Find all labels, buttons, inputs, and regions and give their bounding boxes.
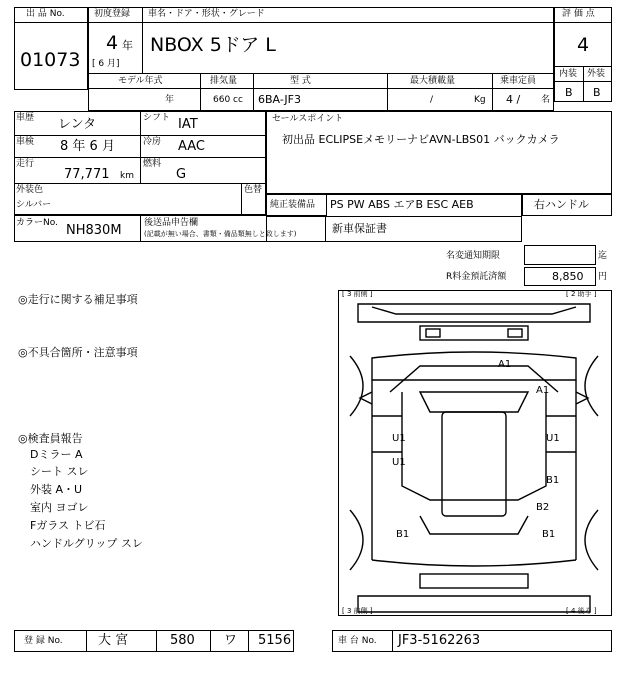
score-value: 4: [577, 34, 590, 56]
year-unit: 年: [122, 39, 133, 52]
quadrant-label: [ 3 前側 ]: [342, 607, 373, 615]
capacity-unit: 名: [541, 95, 551, 105]
mileage-notice-label: 名変通知期限: [446, 251, 501, 261]
damage-mark: B2: [536, 502, 550, 513]
fuel-value: G: [176, 167, 187, 182]
shift-label: シフト: [143, 113, 171, 123]
reg-kana: ワ: [224, 633, 238, 648]
sales-label: セールスポイント: [272, 114, 344, 124]
inspector-item: Fガラス トビ石: [30, 519, 106, 532]
damage-mark: U1: [392, 457, 406, 468]
capacity-label: 乗車定員: [500, 76, 537, 86]
reg-month: [ 6 月]: [92, 59, 120, 69]
model-year-value: 年: [165, 95, 175, 105]
steering-value: 右ハンドル: [534, 198, 589, 211]
model-value: 6BA-JF3: [258, 93, 301, 106]
equipment-label: 純正装備品: [270, 200, 316, 210]
score-label: 評 価 点: [562, 9, 595, 19]
chassis-label: 車 台 No.: [338, 636, 377, 646]
recycle-value: 8,850: [552, 270, 584, 283]
shift-value: IAT: [178, 117, 198, 132]
exterior-grade: B: [593, 86, 601, 99]
interior-grade: B: [565, 86, 573, 99]
color-no-value: NH830M: [66, 223, 122, 238]
quadrant-label: [ 2 助手 ]: [566, 290, 597, 298]
mileage-value: 77,771: [64, 167, 110, 182]
max-load-label: 最大積載量: [410, 76, 456, 86]
car-diagram: [338, 290, 612, 616]
quadrant-label: [ 3 前側 ]: [342, 290, 373, 298]
chassis-value: JF3-5162263: [398, 633, 481, 648]
damage-mark: U1: [392, 433, 406, 444]
mileage-notice-unit: 迄: [598, 251, 608, 261]
interior-label: 内装: [559, 69, 578, 79]
lot-number: 01073: [20, 49, 81, 71]
color-value: シルバー: [16, 200, 52, 210]
car-name-label: 車名・ドア・形状・グレード: [148, 9, 265, 19]
inspector-item: シート スレ: [30, 465, 89, 478]
lot-label: 出 品 No.: [26, 9, 65, 19]
driving-notes-label: ◎走行に関する補足事項: [18, 293, 138, 306]
inspector-item: 外装 A・U: [30, 483, 83, 496]
equipment-value: PS PW ABS エアB ESC AEB: [330, 198, 474, 211]
reg-area: 大 宮: [98, 633, 129, 648]
capacity-value: 4 /: [506, 93, 521, 106]
car-name: NBOX 5ドア L: [150, 34, 276, 56]
max-load-unit: Kg: [474, 95, 486, 105]
history-label: 車歴: [16, 113, 35, 123]
recycle-unit: 円: [598, 272, 608, 282]
damage-mark: B1: [396, 529, 410, 540]
reg-number: 5156: [258, 633, 292, 648]
recycle-label: R料金預託済額: [446, 272, 507, 282]
damage-mark: B1: [542, 529, 556, 540]
damage-mark: B1: [546, 475, 560, 486]
reg-no-label: 登 録 No.: [24, 636, 63, 646]
defects-label: ◎不具合箇所・注意事項: [18, 346, 138, 359]
color-no-label: カラーNo.: [16, 218, 58, 228]
damage-mark: A1: [498, 359, 512, 370]
reg-class: 580: [170, 633, 195, 648]
mileage-notice-box: [524, 245, 596, 265]
damage-mark: A1: [536, 385, 550, 396]
model-year-label: モデル年式: [118, 76, 163, 86]
inspector-item: 室内 ヨゴレ: [30, 501, 89, 514]
color-change-label: 色替: [244, 185, 263, 195]
fuel-label: 燃料: [143, 159, 162, 169]
inspection-label: 車検: [16, 137, 35, 147]
model-label: 型 式: [290, 76, 311, 86]
warranty-value: 新車保証書: [332, 222, 387, 235]
mileage-label: 走行: [16, 159, 35, 169]
color-label: 外装色: [16, 185, 44, 195]
aftermarket-label: 後送品申告欄: [144, 218, 199, 228]
inspector-item: ハンドルグリップ スレ: [30, 537, 143, 550]
aftermarket-note: (記載が無い場合、書類・備品類無しと致します): [144, 230, 297, 238]
inspector-item: Dミラー A: [30, 448, 83, 461]
mileage-unit: km: [120, 171, 134, 181]
history-value: レンタ: [58, 117, 97, 132]
max-load-value: /: [430, 95, 434, 105]
inspector-label: ◎検査員報告: [18, 432, 83, 445]
damage-mark: U1: [546, 433, 560, 444]
reg-year: 4: [106, 32, 119, 54]
displacement-value: 660 cc: [213, 95, 243, 105]
displacement-label: 排気量: [210, 76, 238, 86]
ac-label: 冷房: [143, 137, 162, 147]
inspection-value: 8 年 6 月: [60, 139, 115, 154]
quadrant-label: [ 4 後ろ ]: [566, 607, 597, 615]
sales-text: 初出品 ECLIPSEメモリーナビAVN-LBS01 バックカメラ: [282, 133, 560, 146]
reg-label: 初度登録: [94, 9, 131, 19]
ac-value: AAC: [178, 139, 205, 154]
exterior-label: 外装: [587, 69, 606, 79]
